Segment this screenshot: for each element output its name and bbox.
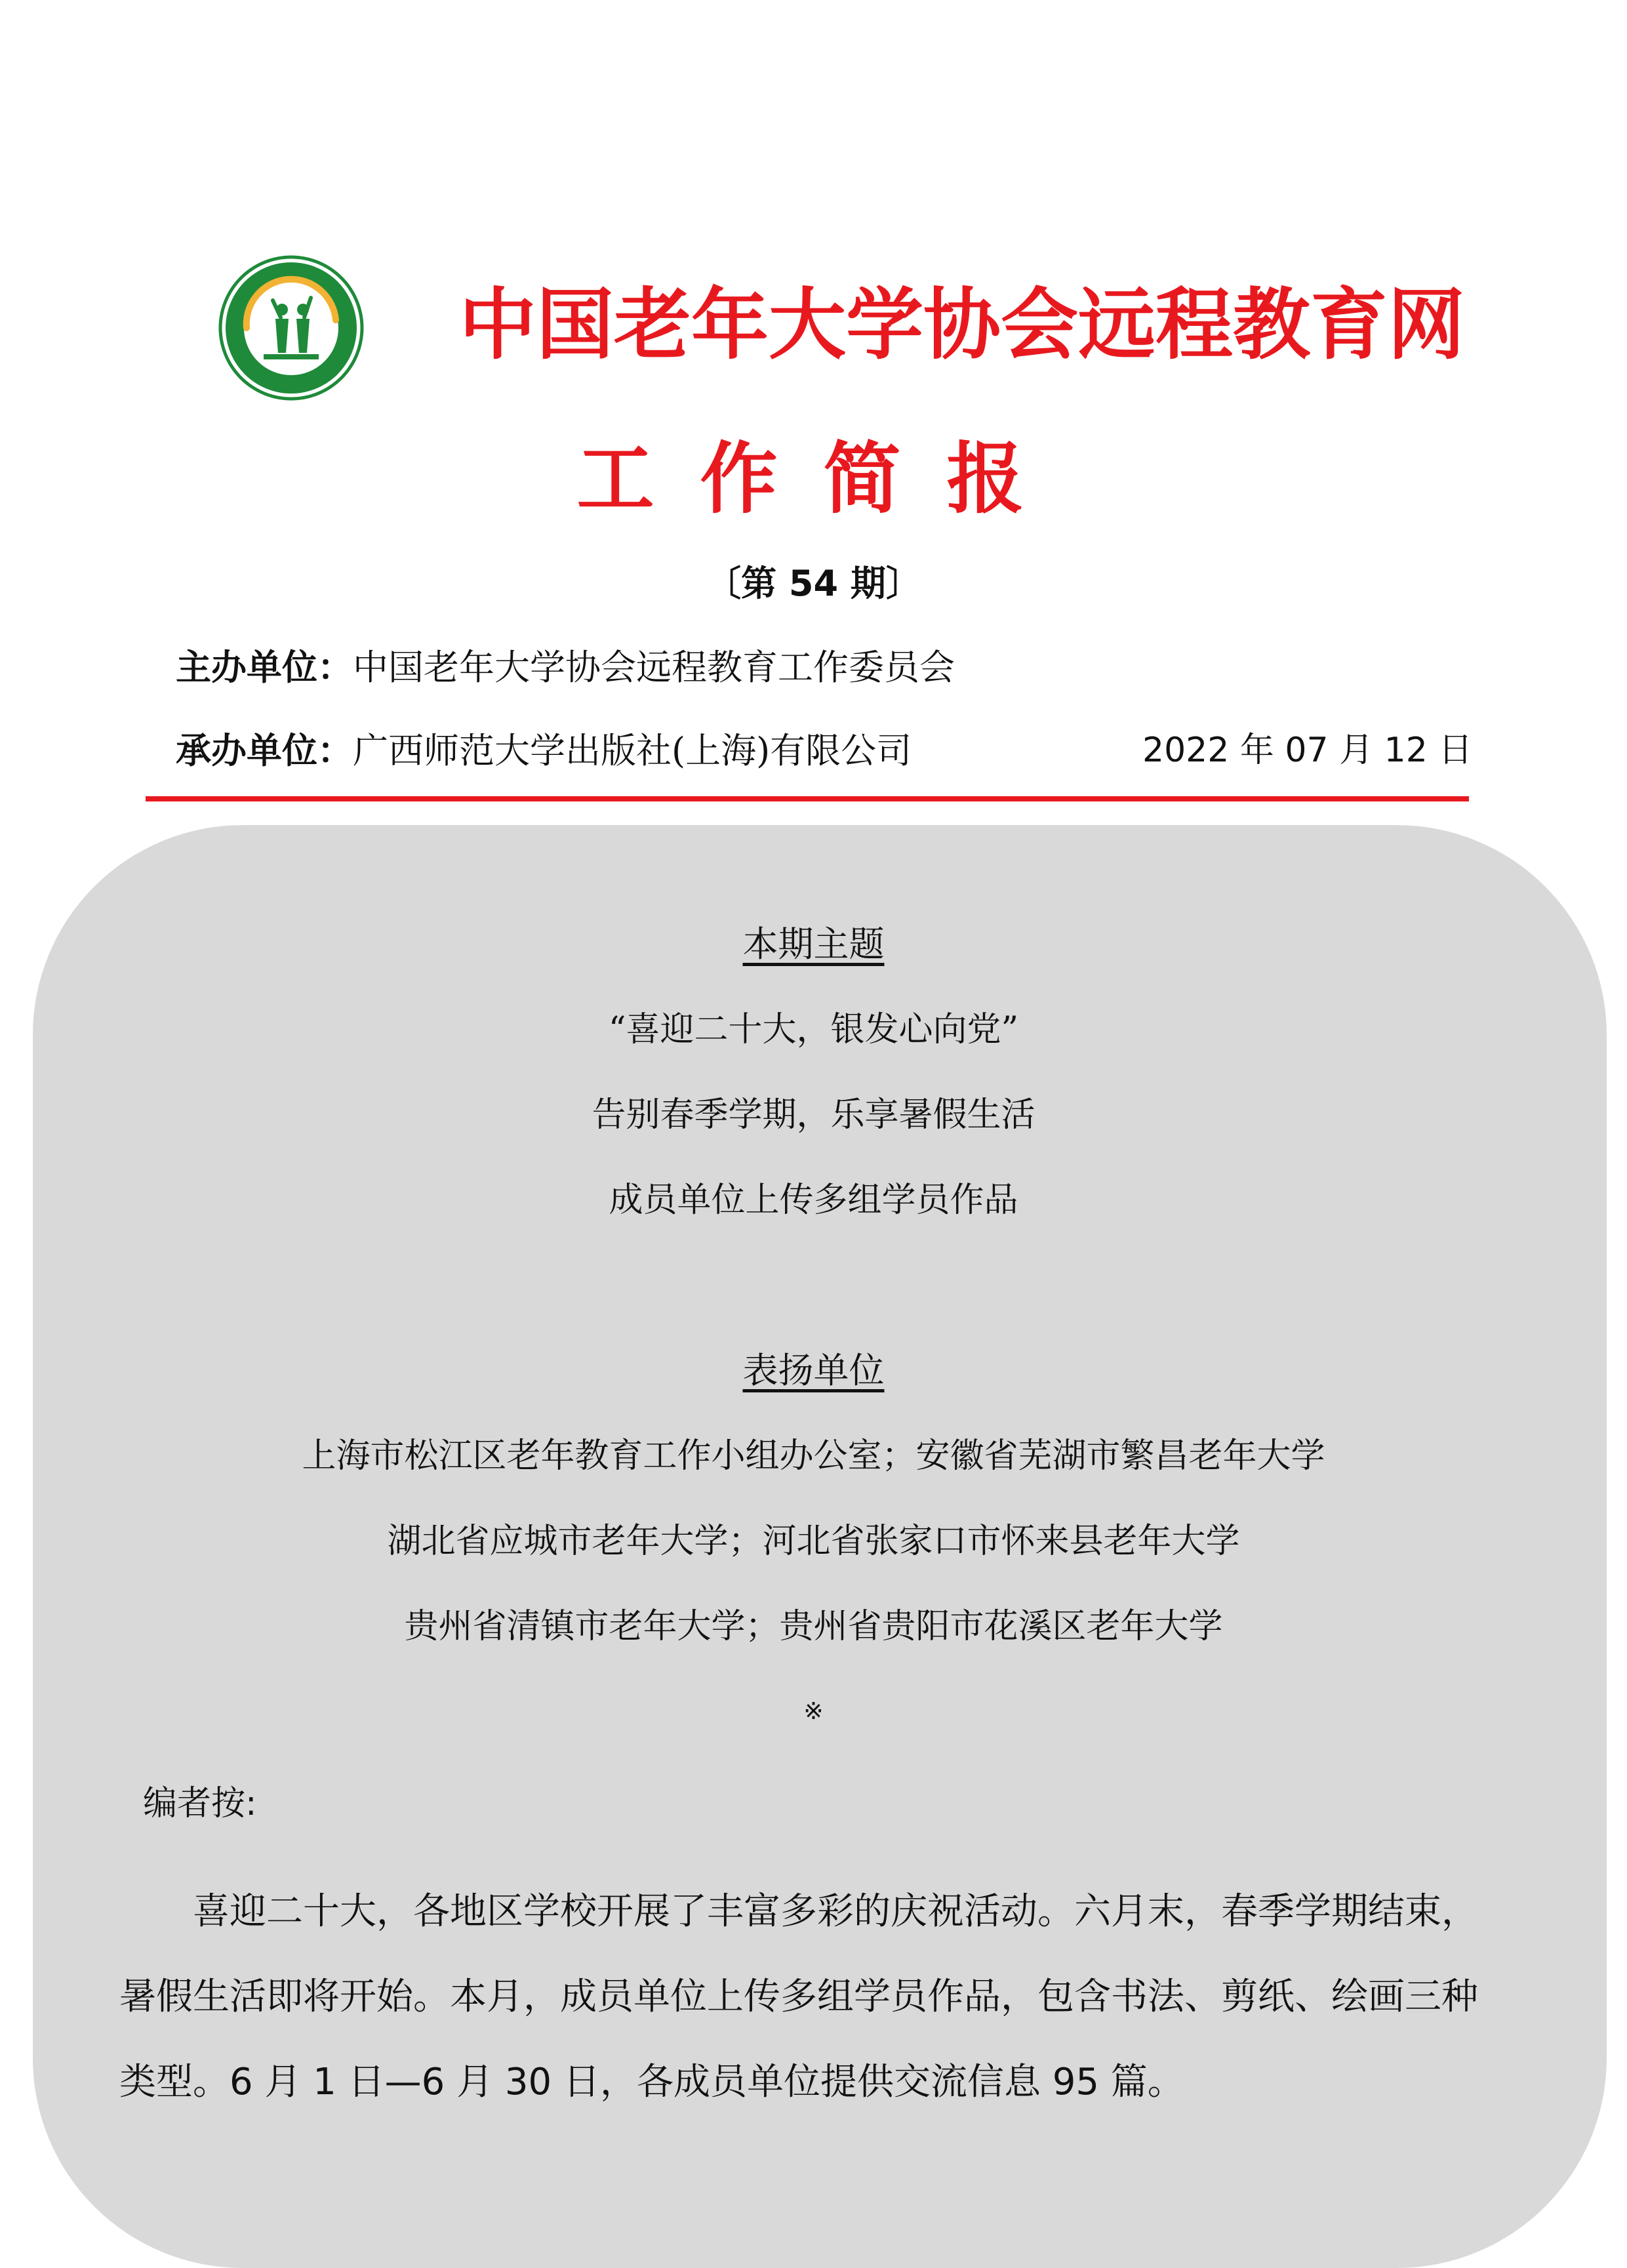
host-unit-label: 主办单位： <box>176 646 353 688</box>
commend-line: 上海市松江区老年教育工作小组办公室；安徽省芜湖市繁昌老年大学 <box>302 1436 1325 1476</box>
issue-date: 2022 年 07 月 12 日 <box>1142 731 1473 770</box>
commend-line: 贵州省清镇市老年大学；贵州省贵阳市花溪区老年大学 <box>404 1607 1223 1646</box>
organizer-unit-label: 承办单位： <box>176 729 353 771</box>
theme-line: 成员单位上传多组学员作品 <box>609 1181 1018 1220</box>
organizer-unit-row <box>176 724 912 777</box>
editor-note-body: 喜迎二十大，各地区学校开展了丰富多彩的庆祝活动。六月末，春季学期结束，暑假生活即将开始。本月，成员单位上传多组学员作品，包含书法、剪纸、绘画三种类型。6 月 1 日—6 月 30 日，各成员单位提供交流信息 95 篇。 <box>119 1890 1478 2103</box>
theme-line: 告别春季学期，乐享暑假生活 <box>592 1095 1035 1135</box>
brief-title: 工作简报 <box>576 434 1070 524</box>
host-unit-row <box>176 641 955 694</box>
reference-mark: ※ <box>803 1698 824 1725</box>
header-divider <box>146 796 1469 801</box>
organization-title: 中国老年大学协会远程教育网 <box>459 279 1466 370</box>
association-logo <box>218 254 365 401</box>
editor-note-label: 编者按: <box>143 1784 257 1823</box>
organizer-unit-value: 广西师范大学出版社(上海)有限公司 <box>353 730 912 771</box>
issue-number: 〔第 54 期〕 <box>706 563 921 604</box>
host-unit-value: 中国老年大学协会远程教育工作委员会 <box>353 647 955 688</box>
commend-line: 湖北省应城市老年大学；河北省张家口市怀来县老年大学 <box>387 1522 1240 1561</box>
commend-heading: 表扬单位 <box>742 1350 885 1391</box>
theme-line: “喜迎二十大，银发心向党” <box>608 1010 1019 1049</box>
theme-heading: 本期主题 <box>742 923 885 965</box>
